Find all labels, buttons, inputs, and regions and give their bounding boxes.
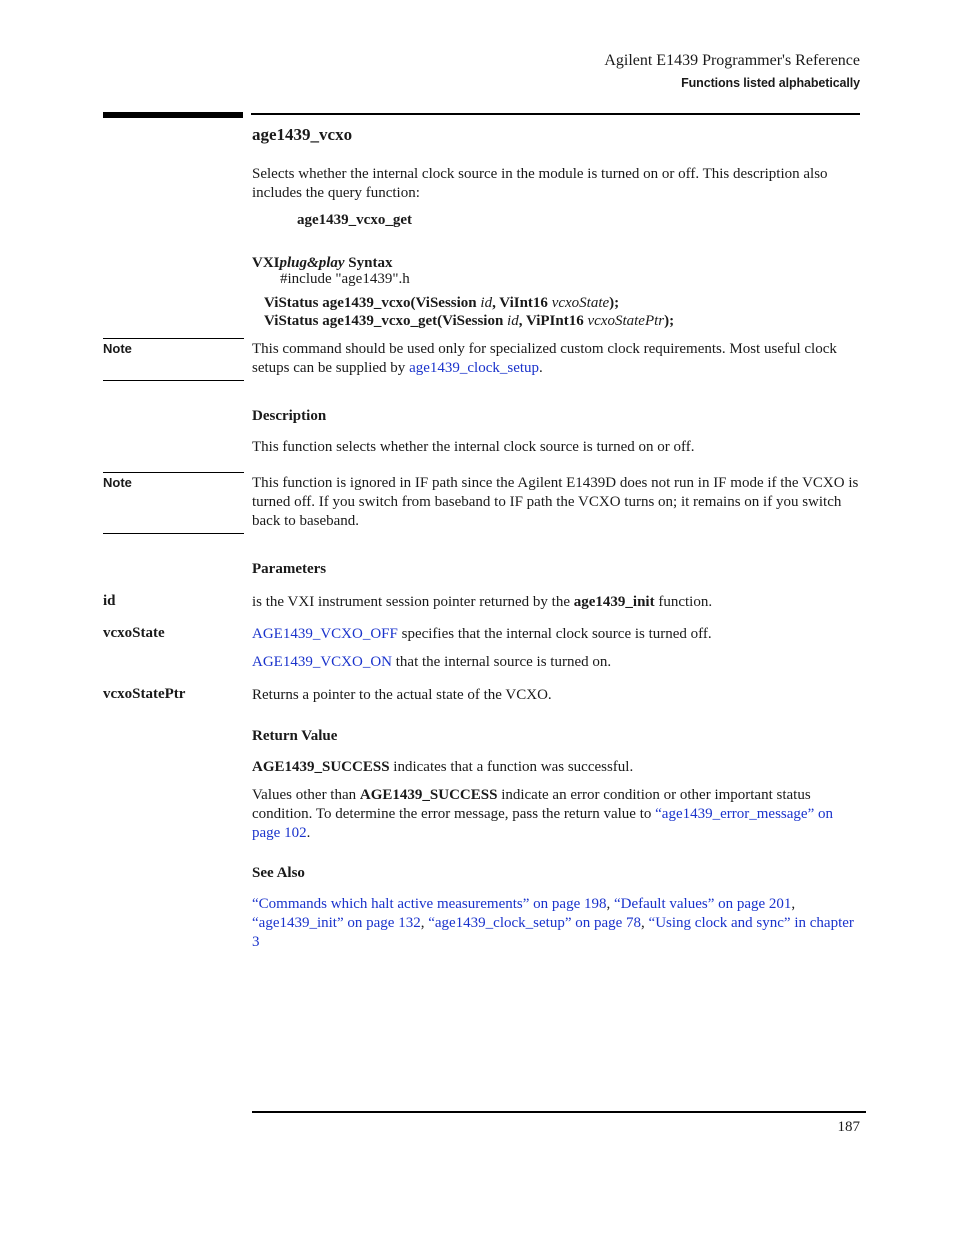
see-also-link-defaults[interactable]: “Default values” on page 201 — [613, 896, 792, 912]
note1-top-rule — [103, 338, 244, 339]
running-header-title: Agilent E1439 Programmer's Reference — [604, 52, 860, 69]
page-number: 187 — [837, 1119, 860, 1135]
note1-bottom-rule — [103, 380, 244, 381]
note1-text: This command should be used only for specialized custom clock requirements. Most useful clock setups can be supplied by age1439_clock_setup. — [252, 341, 837, 376]
note2-text: This function is ignored in IF path since the Agilent E1439D does not run in IF mode if the VCXO is turned off. If you switch from baseband to IF path the VCXO turns on; it remains on if you switch back to baseband. — [252, 475, 859, 529]
function-title: age1439_vcxo — [252, 125, 353, 144]
footer-rule — [252, 1111, 866, 1113]
return-other-paragraph: Values other than AGE1439_SUCCESS indicate an error condition or other important status condition. To determine the error message, pass the return value to “age1439_error_message” on page 102. — [252, 787, 833, 841]
intro-paragraph: Selects whether the internal clock source in the module is turned on or off. This description also includes the query function: — [252, 166, 828, 201]
vcxo-on-link[interactable]: AGE1439_VCXO_ON — [252, 654, 392, 670]
syntax-line-vcxo: ViStatus age1439_vcxo(ViSession id, ViInt16 vcxoState); — [264, 295, 620, 311]
see-also-link-clock-sync[interactable]: “Using clock and sync” in chapter 3 — [252, 915, 854, 950]
syntax-heading: VXIplug&play Syntax — [252, 255, 393, 271]
see-also-link-halt[interactable]: “Commands which halt active measurements” on page 198 — [252, 896, 607, 912]
see-also-links: “Commands which halt active measurements” on page 198, “Default values” on page 201, “age1439_init” on page 132, “age1439_clock_setup” on page 78, “Using clock and sync” in chapter 3 — [252, 896, 854, 950]
param-id-desc: is the VXI instrument session pointer returned by the age1439_init function. — [252, 594, 713, 610]
see-also-link-clock-setup[interactable]: “age1439_clock_setup” on page 78 — [428, 915, 642, 931]
age1439-clock-setup-link[interactable]: age1439_clock_setup — [409, 360, 540, 376]
see-also-link-init[interactable]: “age1439_init” on page 132 — [252, 915, 421, 931]
section-bar — [103, 112, 243, 118]
return-value-heading: Return Value — [252, 728, 338, 744]
error-message-link[interactable]: “age1439_error_message” on page 102 — [252, 806, 833, 841]
description-text: This function selects whether the internal clock source is turned on or off. — [252, 439, 695, 455]
param-id-name: id — [103, 593, 116, 609]
running-header-section: Functions listed alphabetically — [681, 76, 860, 90]
note2-top-rule — [103, 472, 244, 473]
note1-label: Note — [103, 341, 132, 356]
param-vcxostateptr-name: vcxoStatePtr — [103, 686, 186, 702]
param-vcxostateptr-desc: Returns a pointer to the actual state of the VCXO. — [252, 687, 552, 703]
include-line: #include "age1439".h — [280, 271, 410, 287]
see-also-heading: See Also — [252, 865, 305, 881]
note2-label: Note — [103, 475, 132, 490]
vcxo-off-link[interactable]: AGE1439_VCXO_OFF — [252, 626, 398, 642]
note2-bottom-rule — [103, 533, 244, 534]
section-rule — [251, 113, 860, 115]
syntax-line-vcxo-get: ViStatus age1439_vcxo_get(ViSession id, ViPInt16 vcxoStatePtr); — [264, 313, 675, 329]
param-vcxostate-off: AGE1439_VCXO_OFF specifies that the internal clock source is turned off. — [252, 626, 712, 642]
parameters-heading: Parameters — [252, 561, 327, 577]
description-heading: Description — [252, 408, 327, 424]
return-success-line: AGE1439_SUCCESS indicates that a function was successful. — [252, 759, 634, 775]
param-vcxostate-name: vcxoState — [103, 625, 165, 641]
query-function-name: age1439_vcxo_get — [297, 212, 412, 228]
param-vcxostate-on: AGE1439_VCXO_ON that the internal source is turned on. — [252, 654, 612, 670]
